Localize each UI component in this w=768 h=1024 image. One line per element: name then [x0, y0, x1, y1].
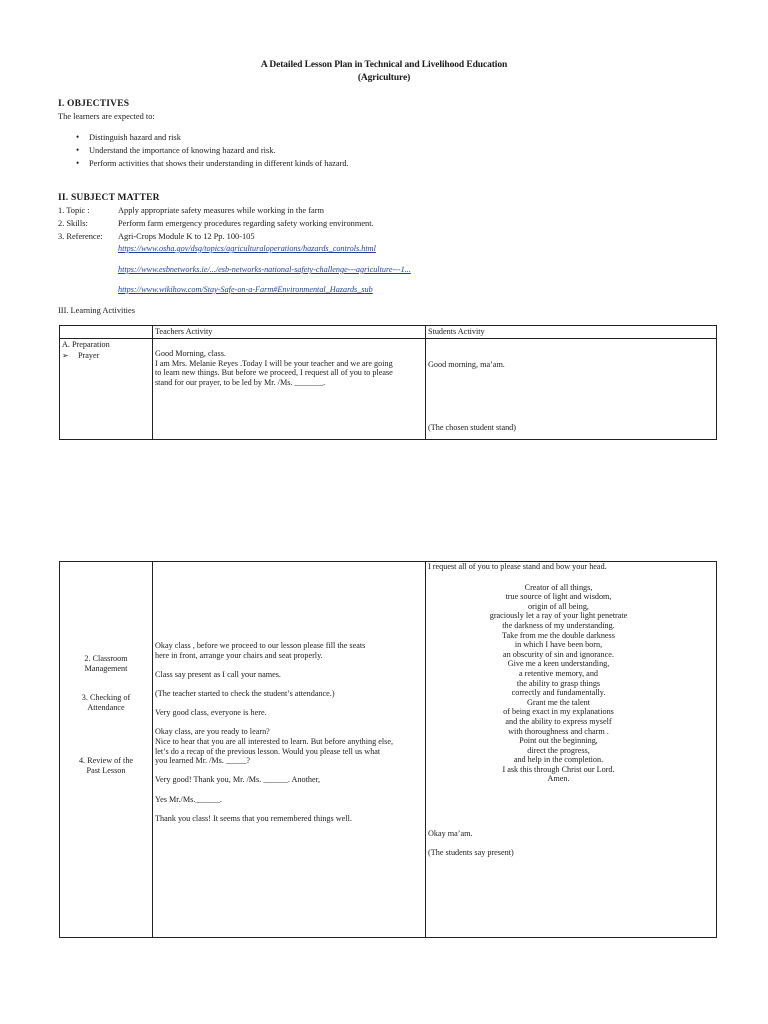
review-past-lesson-label: 4. Review of the [78, 756, 134, 766]
classroom-management-label: Management [84, 663, 128, 673]
arrow-bullet-icon: ➢ [62, 350, 69, 360]
prayer-label: Prayer [78, 350, 100, 360]
skills-label: 2. Skills: [58, 219, 88, 228]
reference-value: Agri-Crops Module K to 12 Pp. 100-105 [118, 232, 255, 241]
prayer-line: Amen. [547, 774, 570, 784]
prayer-line: Creator of all things, [524, 582, 593, 592]
prayer-row [60, 351, 152, 361]
document-title-line2: (Agriculture) [357, 73, 411, 83]
prayer-line: and help in the completion. [513, 755, 604, 765]
teacher-say-present: Class say present as I call your names. [155, 669, 281, 679]
prayer-line: true source of light and wisdom, [505, 592, 612, 602]
objectives-list [72, 131, 349, 170]
student-stand: (The chosen student stand) [428, 422, 516, 432]
topic-label: 1. Topic : [58, 206, 90, 215]
teacher-seat-instruction: here in front, arrange your chairs and seat properly. [155, 650, 323, 660]
prayer-line: an obscurity of sin and ignorance. [503, 649, 614, 659]
prayer-intro: I request all of you to please stand and bow your head. [428, 562, 607, 571]
prayer-line: a retentive memory, and [518, 668, 599, 678]
student-greeting: Good morning, ma’am. [428, 360, 505, 369]
learning-activities-heading: III. Learning Activities [58, 306, 135, 315]
teachers-activity-header: Teachers Activity [155, 327, 213, 336]
teacher-recap-text: let’s do a recap of the previous lesson. Would you please tell us what [155, 746, 381, 756]
skills-value: Perform farm emergency procedures regarding safety working environment. [118, 219, 374, 228]
prayer-line: Give me a keen understanding, [507, 659, 610, 669]
objectives-heading: I. OBJECTIVES [58, 99, 130, 109]
prayer-line: graciously let a ray of your light penetrate [489, 611, 628, 621]
stages-cell [60, 562, 153, 938]
objective-item: • Distinguish hazard and risk [72, 131, 349, 144]
student-cell [426, 339, 717, 440]
prayer-line: and the ability to express myself [505, 716, 612, 726]
teacher-everyone-here: Very good class, everyone is here. [155, 708, 267, 718]
teacher-intro-line: stand for our prayer, to be led by Mr. /Ms. _______. [155, 377, 326, 387]
header-teachers-cell [153, 326, 426, 339]
review-past-lesson-label: Past Lesson [86, 765, 126, 775]
teacher-recap-text: you learned Mr. /Ms. _____? [155, 756, 251, 766]
teacher-recap-text: Nice to hear that you are all interested to learn. But before anything else, [155, 736, 394, 746]
classroom-management-label: 2. Classroom [84, 654, 128, 663]
prayer-line: direct the progress, [527, 745, 590, 755]
prayer-line: origin of all being, [528, 601, 589, 611]
teacher-very-good: Very good! Thank you, Mr. /Ms. ______. Another, [155, 775, 321, 785]
prayer-line: Take from me the double darkness [502, 630, 615, 640]
student-say-present: (The students say present) [428, 847, 514, 857]
prayer-line: of being exact in my explanations [503, 707, 614, 717]
student-okay: Okay ma’am. [428, 829, 473, 839]
prayer-text [426, 572, 716, 784]
prayer-line: with thoroughness and charm . [508, 726, 609, 736]
prayer-line: Grant me the talent [527, 697, 590, 707]
teacher-attendance-note: (The teacher started to check the student’s attendance.) [155, 688, 335, 698]
students-activity-header: Students Activity [428, 327, 485, 336]
prayer-line: I ask this through Christ our Lord. [502, 764, 615, 774]
teacher-activities-cell [153, 562, 426, 938]
teacher-thank-you: Thank you class! It seems that you remembered things well. [155, 813, 352, 823]
document-title-line1: A Detailed Lesson Plan in Technical and Livelihood Education [260, 60, 508, 70]
activities-table-1 [59, 325, 717, 440]
teacher-seat-instruction: Okay class , before we proceed to our lesson please fill the seats [155, 641, 366, 650]
prayer-line: Point out the beginning, [519, 736, 598, 746]
prayer-line: in which I have been born, [514, 640, 603, 650]
student-activities-cell [426, 562, 717, 938]
prayer-line: the ability to grasp things [516, 678, 601, 688]
teacher-intro-line: to learn new things. But before we proceed, I request all of you to please [155, 368, 393, 378]
prayer-line: correctly and fundamentally. [511, 688, 606, 698]
preparation-label: A. Preparation [62, 340, 110, 349]
reference-link-wikihow[interactable]: https://www.wikihow.com/Stay-Safe-on-a-Farm#Environmental_Hazards_sub [118, 285, 373, 294]
stage-cell [60, 339, 153, 440]
reference-link-osha[interactable]: https://www.osha.gov/dsg/topics/agriculturaloperations/hazards_controls.html [118, 244, 376, 253]
teacher-yes: Yes Mr./Ms.______. [155, 794, 222, 804]
reference-link-esb[interactable]: https://www.esbnetworks.ie/.../esb-networks-national-safety-challenge---agriculture---1... [118, 265, 411, 274]
header-students-cell [426, 326, 717, 339]
teacher-intro-line: I am Mrs. Melanie Reyes .Today I will be your teacher and we are going [155, 358, 393, 368]
activities-table-2 [59, 561, 717, 938]
teacher-recap-text: Okay class, are you ready to learn? [155, 727, 270, 737]
subject-matter-heading: II. SUBJECT MATTER [58, 193, 160, 203]
prayer-line: the darkness of my understanding. [502, 620, 615, 630]
objectives-intro: The learners are expected to: [58, 112, 155, 121]
topic-value: Apply appropriate safety measures while working in the farm [118, 206, 325, 215]
header-blank-cell [60, 326, 153, 339]
teacher-cell [153, 339, 426, 440]
objective-item: • Understand the importance of knowing hazard and risk. [72, 144, 349, 157]
reference-label: 3. Reference: [58, 232, 103, 241]
checking-attendance-label: Attendance [87, 702, 125, 712]
teacher-greeting: Good Morning, class. [155, 349, 226, 358]
checking-attendance-label: 3. Checking of [81, 693, 131, 703]
objective-item: • Perform activities that shows their understanding in different kinds of hazard. [72, 157, 349, 170]
